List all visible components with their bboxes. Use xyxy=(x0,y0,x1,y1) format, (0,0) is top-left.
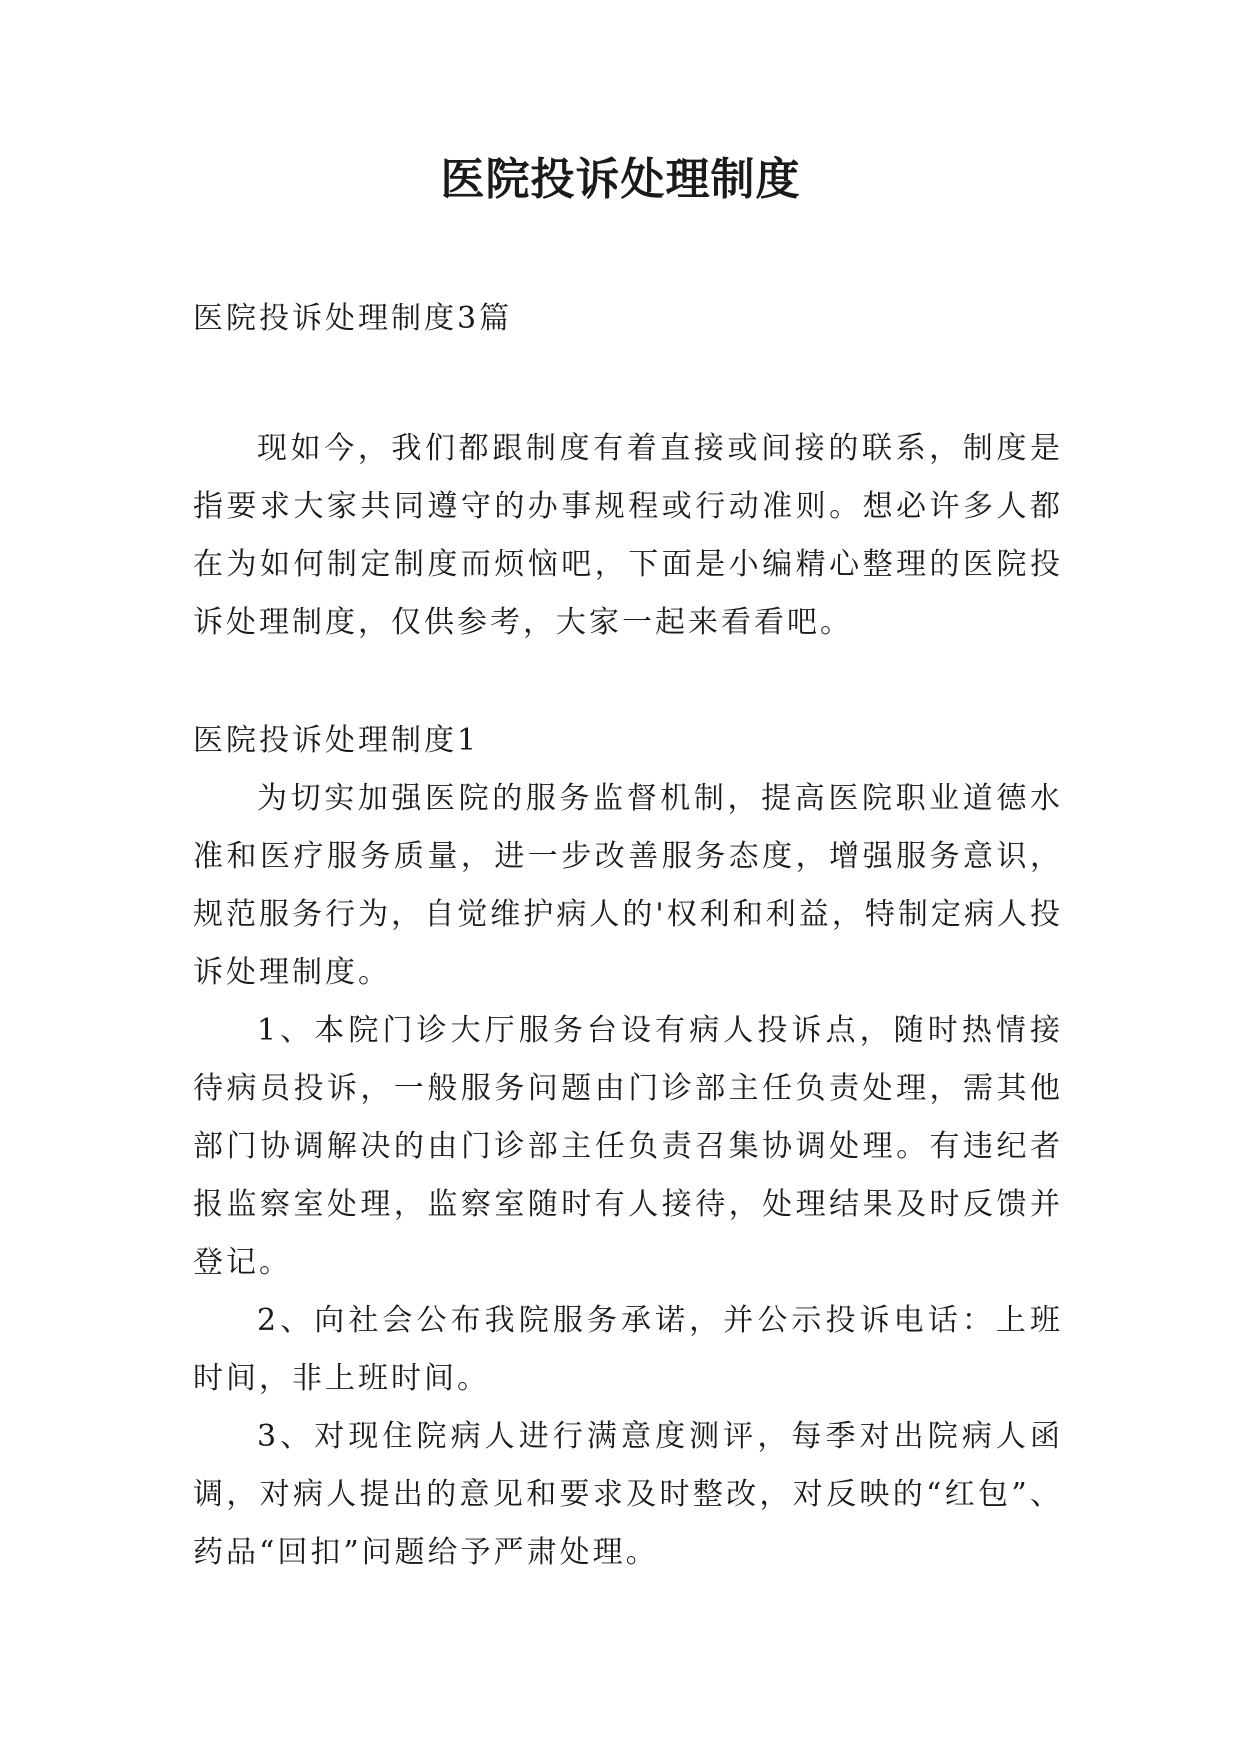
document-subtitle: 医院投诉处理制度3篇 xyxy=(193,301,513,336)
section-heading: 医院投诉处理制度1 xyxy=(193,723,480,758)
spacer xyxy=(193,652,1063,712)
document-body xyxy=(193,290,1063,1582)
intro-paragraph: 现如今，我们都跟制度有着直接或间接的联系，制度是指要求大家共同遵守的办事规程或行动准则。想必许多人都在为如何制定制度而烦恼吧，下面是小编精心整理的医院投诉处理制度，仅供参考，大家一起来看看吧。 xyxy=(193,431,1063,640)
list-item: 2、向社会公布我院服务承诺，并公示投诉电话：上班时间，非上班时间。 xyxy=(193,1303,1063,1396)
spacer xyxy=(193,348,1063,420)
document-title: 医院投诉处理制度 xyxy=(440,154,801,205)
section-intro-paragraph: 为切实加强医院的服务监督机制，提高医院职业道德水准和医疗服务质量，进一步改善服务态度，增强服务意识，规范服务行为，自觉维护病人的'权利和利益，特制定病人投诉处理制度。 xyxy=(193,781,1063,990)
list-item: 3、对现住院病人进行满意度测评，每季对出院病人函调，对病人提出的意见和要求及时整改，对反映的“红包”、药品“回扣”问题给予严肃处理。 xyxy=(193,1419,1063,1570)
list-item: 1、本院门诊大厅服务台设有病人投诉点，随时热情接待病员投诉，一般服务问题由门诊部主任负责处理，需其他部门协调解决的由门诊部主任负责召集协调处理。有违纪者报监察室处理，监察室随时有人接待，处理结果及时反馈并登记。 xyxy=(193,1013,1063,1280)
